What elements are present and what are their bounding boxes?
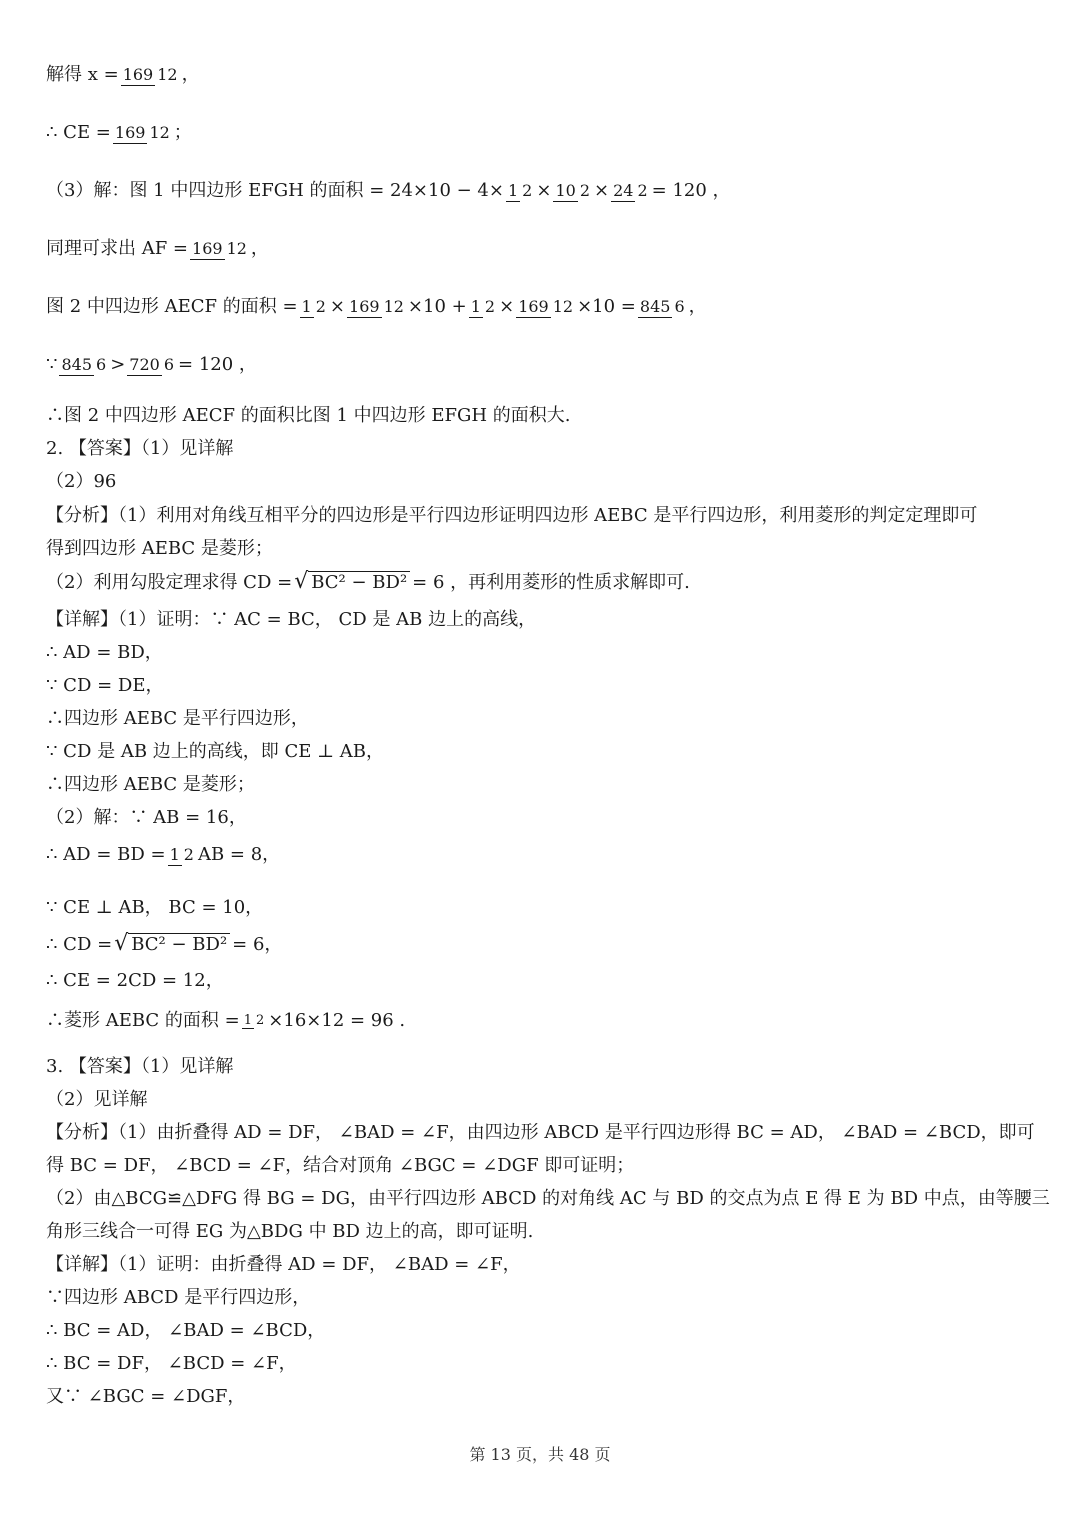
text-run: 【详解】（1）证明：∵ AC = BC， CD 是 AB 边上的高线， bbox=[46, 609, 537, 630]
text-line bbox=[46, 673, 163, 699]
fraction-numerator: 169 bbox=[192, 238, 223, 258]
text-run: ∴ CD = bbox=[46, 934, 113, 955]
fraction-numerator: 1 bbox=[470, 296, 481, 316]
fraction-numerator: 169 bbox=[349, 296, 380, 316]
fraction-denominator: 2 bbox=[522, 180, 533, 200]
text-run: （2）由△BCG≌△DFG 得 BG = DG，由平行四边形 ABCD 的对角线 AC 与 BD 的交点为点 E 得 E 为 BD 中点，由等腰三 bbox=[46, 1188, 1050, 1209]
fraction-denominator: 2 bbox=[579, 180, 590, 200]
text-run: ∵ CD 是 AB 边上的高线，即 CE ⊥ AB， bbox=[46, 741, 384, 762]
text-line bbox=[46, 436, 233, 462]
text-line bbox=[46, 403, 571, 429]
fraction-denominator: 2 bbox=[256, 1013, 265, 1028]
fraction-denominator: 6 bbox=[96, 354, 107, 374]
text-line bbox=[46, 1008, 405, 1034]
text-run: × bbox=[536, 180, 552, 201]
text-run: 【分析】（1）利用对角线互相平分的四边形是平行四边形证明四边形 AEBC 是平行四边形，利用菱形的判定定理即可 bbox=[46, 505, 978, 526]
text-run: ∴图 2 中四边形 AECF 的面积比图 1 中四边形 EFGH 的面积大. bbox=[46, 405, 571, 426]
text-run: = 6 ，再利用菱形的性质求解即可. bbox=[412, 572, 690, 593]
text-run: 得到四边形 AEBC 是菱形； bbox=[46, 538, 273, 559]
text-run: （2）见详解 bbox=[46, 1089, 148, 1110]
text-run: 解得 x = bbox=[46, 64, 119, 85]
text-run: ； bbox=[173, 122, 192, 143]
text-line bbox=[46, 772, 255, 798]
fraction-numerator: 845 bbox=[639, 296, 671, 316]
text-line bbox=[46, 62, 200, 88]
text-run: 同理可求出 AF = bbox=[46, 238, 189, 259]
page-footer: 第 13 页，共 48 页 bbox=[469, 1445, 611, 1464]
text-run: > bbox=[110, 354, 126, 375]
text-run: ∴菱形 AEBC 的面积 = bbox=[46, 1010, 240, 1031]
radical-sign: √ bbox=[294, 569, 309, 594]
fraction-numerator: 10 bbox=[555, 180, 576, 200]
text-line bbox=[46, 120, 192, 146]
fraction-numerator: 24 bbox=[613, 180, 634, 200]
text-run: × bbox=[594, 180, 610, 201]
text-line bbox=[46, 294, 707, 320]
fraction bbox=[553, 181, 592, 202]
text-line bbox=[46, 1285, 310, 1311]
fraction bbox=[300, 297, 328, 318]
text-run: ∵ CE ⊥ AB， BC = 10， bbox=[46, 897, 264, 918]
fraction bbox=[611, 181, 650, 202]
fraction-denominator: 2 bbox=[183, 844, 194, 864]
text-run: ∴ BC = DF， ∠BCD = ∠F， bbox=[46, 1353, 297, 1374]
text-line bbox=[46, 236, 269, 262]
text-line bbox=[46, 706, 309, 732]
text-run: ∵ bbox=[46, 354, 58, 375]
text-line bbox=[46, 1351, 297, 1377]
text-run: ×10 + bbox=[407, 296, 467, 317]
text-line bbox=[46, 842, 280, 868]
text-run: ∴ CE = 2CD = 12， bbox=[46, 970, 224, 991]
text-run: ， bbox=[688, 296, 707, 317]
fraction-numerator: 720 bbox=[129, 354, 160, 374]
text-run: 【详解】（1）证明：由折叠得 AD = DF， ∠BAD = ∠F， bbox=[46, 1254, 521, 1275]
text-run: ×16×12 = 96 . bbox=[268, 1010, 406, 1031]
text-run: 3. 【答案】（1）见详解 bbox=[46, 1056, 234, 1077]
fraction bbox=[506, 181, 534, 202]
text-line bbox=[46, 469, 116, 495]
text-run: ∴ AD = BD = bbox=[46, 844, 166, 865]
fraction bbox=[242, 1013, 267, 1029]
text-line bbox=[46, 352, 257, 378]
text-line bbox=[46, 895, 263, 921]
radical-sign: √ bbox=[114, 931, 129, 956]
square-root bbox=[294, 570, 410, 596]
fraction-numerator: 1 bbox=[301, 296, 312, 316]
text-run: 【分析】（1）由折叠得 AD = DF， ∠BAD = ∠F，由四边形 ABCD 是平行四边形得 BC = AD， ∠BAD = ∠BCD，即可 bbox=[46, 1122, 1035, 1143]
fraction bbox=[113, 123, 172, 144]
text-line bbox=[46, 536, 273, 562]
text-run: ∴ AD = BD， bbox=[46, 642, 163, 663]
text-run: AB = 8， bbox=[197, 844, 281, 865]
fraction bbox=[121, 65, 180, 86]
text-run: （2）利用勾股定理求得 CD = bbox=[46, 572, 293, 593]
text-line bbox=[46, 739, 384, 765]
text-line bbox=[46, 178, 731, 204]
text-run: 又∵ ∠BGC = ∠DGF， bbox=[46, 1386, 246, 1407]
fraction-numerator: 1 bbox=[169, 844, 180, 864]
fraction-denominator: 2 bbox=[637, 180, 648, 200]
text-line bbox=[46, 1054, 233, 1080]
text-run: × bbox=[329, 296, 346, 317]
text-run: ∴ BC = AD， ∠BAD = ∠BCD， bbox=[46, 1320, 326, 1341]
text-run: ， bbox=[250, 238, 269, 259]
fraction-numerator: 169 bbox=[518, 296, 549, 316]
fraction-denominator: 2 bbox=[484, 296, 496, 316]
text-run: 图 2 中四边形 AECF 的面积 = bbox=[46, 296, 298, 317]
text-run: 角形三线合一可得 EG 为△BDG 中 BD 边上的高，即可证明. bbox=[46, 1221, 534, 1242]
text-line bbox=[46, 932, 282, 958]
fraction bbox=[190, 239, 249, 260]
text-run: = 6， bbox=[232, 934, 283, 955]
text-run: ∴ CE = bbox=[46, 122, 111, 143]
fraction-denominator: 6 bbox=[163, 354, 175, 374]
text-run: ×10 = bbox=[577, 296, 636, 317]
fraction-denominator: 12 bbox=[552, 296, 574, 316]
text-line bbox=[46, 607, 536, 633]
text-line bbox=[46, 1384, 245, 1410]
text-line bbox=[46, 968, 224, 994]
text-run: ∴四边形 AEBC 是菱形； bbox=[46, 774, 255, 795]
fraction-denominator: 12 bbox=[157, 64, 178, 84]
text-run: ， bbox=[181, 64, 200, 85]
text-run: （2）96 bbox=[46, 471, 117, 492]
fraction-numerator: 169 bbox=[114, 122, 146, 142]
fraction bbox=[347, 297, 406, 318]
text-line bbox=[46, 1252, 521, 1278]
text-run: = 120 ， bbox=[651, 180, 731, 201]
fraction bbox=[516, 297, 575, 318]
text-line bbox=[46, 1120, 1035, 1146]
text-run: ∵四边形 ABCD 是平行四边形， bbox=[46, 1287, 311, 1308]
text-run: 得 BC = DF， ∠BCD = ∠F，结合对顶角 ∠BGC = ∠DGF 即可证明； bbox=[46, 1155, 635, 1176]
text-line bbox=[46, 1153, 634, 1179]
fraction bbox=[127, 355, 176, 376]
fraction bbox=[59, 355, 108, 376]
text-run: ∴四边形 AEBC 是平行四边形， bbox=[46, 708, 309, 729]
text-line bbox=[46, 1318, 325, 1344]
text-run: 2. 【答案】（1）见详解 bbox=[46, 438, 234, 459]
text-line bbox=[46, 570, 690, 596]
text-line bbox=[46, 503, 977, 529]
text-line bbox=[46, 1186, 1050, 1212]
text-line bbox=[46, 1087, 147, 1113]
fraction-denominator: 12 bbox=[149, 122, 170, 142]
fraction-numerator: 845 bbox=[61, 354, 92, 374]
fraction bbox=[469, 297, 497, 318]
fraction-numerator: 1 bbox=[243, 1013, 253, 1028]
text-line bbox=[46, 805, 247, 831]
text-run: （2）解：∵ AB = 16， bbox=[46, 807, 247, 828]
text-run: = 120 ， bbox=[178, 354, 257, 375]
text-line bbox=[46, 640, 163, 666]
fraction-denominator: 12 bbox=[383, 296, 404, 316]
fraction bbox=[638, 297, 687, 318]
text-run: × bbox=[499, 296, 515, 317]
fraction-numerator: 169 bbox=[122, 64, 154, 84]
fraction bbox=[168, 845, 196, 866]
fraction-numerator: 1 bbox=[507, 180, 519, 200]
radicand: BC² − BD² bbox=[308, 571, 410, 594]
fraction-denominator: 2 bbox=[315, 296, 326, 316]
radicand: BC² − BD² bbox=[128, 933, 230, 956]
square-root bbox=[114, 932, 230, 958]
text-run: （3）解：图 1 中四边形 EFGH 的面积 = 24×10 − 4× bbox=[46, 180, 504, 201]
text-run: ∵ CD = DE， bbox=[46, 675, 164, 696]
fraction-denominator: 12 bbox=[226, 238, 247, 258]
text-line bbox=[46, 1219, 533, 1245]
fraction-denominator: 6 bbox=[674, 296, 685, 316]
